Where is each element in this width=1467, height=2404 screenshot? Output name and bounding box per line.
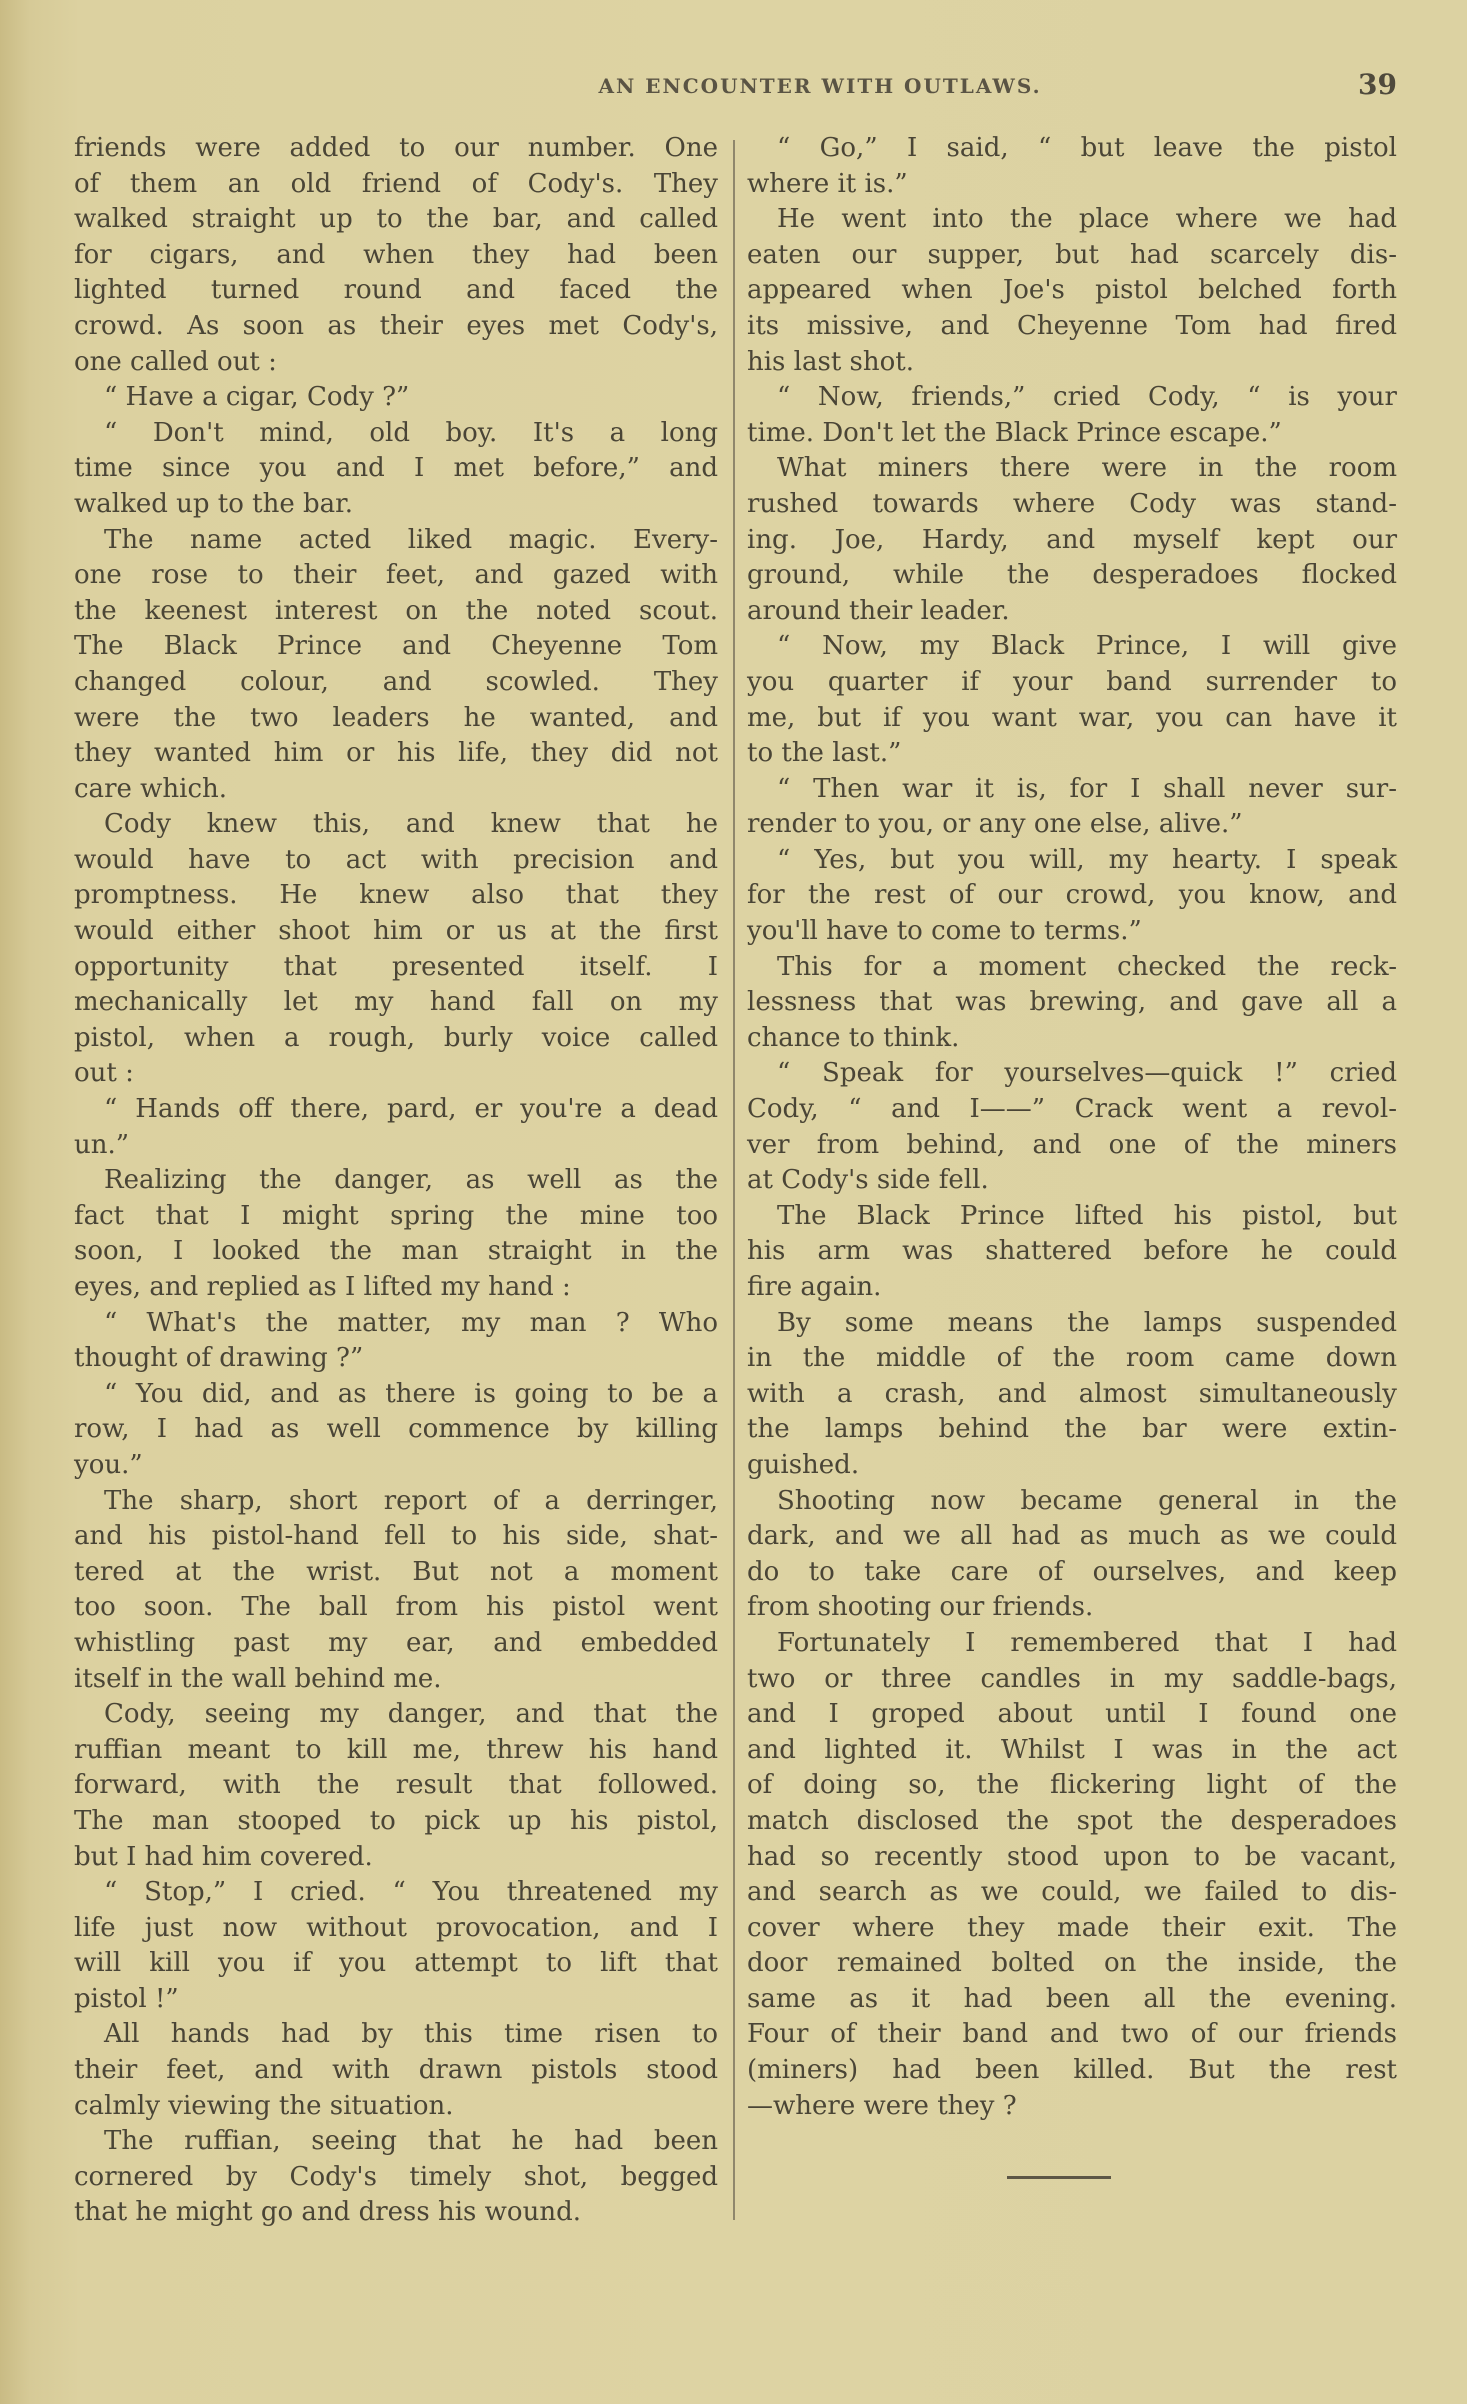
text-line: and I groped about until I found one — [747, 1699, 1397, 1730]
text-line: The sharp, short report of a derringer, — [104, 1485, 718, 1516]
text-line: Four of their band and two of our friends — [747, 2019, 1397, 2050]
paragraph — [747, 1484, 1397, 1626]
text-line: He went into the place where we had — [777, 204, 1397, 235]
text-line: calmly viewing the situation. — [74, 2090, 454, 2121]
section-end-rule — [1007, 2176, 1111, 2179]
text-line: Fortunately I remembered that I had — [777, 1627, 1397, 1658]
paragraph — [74, 416, 718, 523]
paragraph — [747, 1056, 1397, 1198]
paragraph — [74, 807, 718, 1092]
text-line: would have to act with precision and — [74, 844, 718, 875]
text-line: time since you and I met before,” and — [74, 453, 718, 484]
text-line: (miners) had been killed. But the rest — [747, 2055, 1397, 2086]
text-line: friends were added to our number. One — [74, 133, 718, 163]
text-line: soon, I looked the man straight in the — [74, 1236, 718, 1267]
text-line: The man stooped to pick up his pistol, — [74, 1805, 718, 1836]
text-line: to the last.” — [747, 738, 902, 769]
paragraph — [747, 131, 1397, 202]
text-line: do to take care of ourselves, and keep — [747, 1556, 1397, 1587]
text-line: his last shot. — [747, 346, 914, 377]
text-line: where it is.” — [747, 168, 908, 199]
text-line: from shooting our friends. — [747, 1592, 1094, 1623]
text-line: un.” — [74, 1129, 130, 1160]
text-line: for cigars, and when they had been — [74, 239, 718, 270]
text-line: “ What's the matter, my man ? Who — [104, 1307, 718, 1338]
text-line: eaten our supper, but had scarcely dis- — [747, 239, 1397, 270]
text-line: ruffian meant to kill me, threw his hand — [74, 1734, 718, 1765]
paragraph — [747, 451, 1397, 629]
paragraph — [74, 1092, 718, 1163]
text-line: one rose to their feet, and gazed with — [74, 560, 718, 591]
paragraph — [74, 131, 718, 380]
text-line: Cody, “ and I——” Crack went a revol- — [747, 1094, 1397, 1125]
paragraph — [74, 1306, 718, 1377]
text-line: that he might go and dress his wound. — [74, 2197, 581, 2228]
text-line: lessness that was brewing, and gave all a — [747, 987, 1397, 1018]
text-line: rushed towards where Cody was stand- — [747, 488, 1397, 519]
text-line: promptness. He knew also that they — [74, 880, 718, 911]
text-line: Realizing the danger, as well as the — [104, 1165, 718, 1196]
paragraph — [74, 2017, 718, 2124]
text-line: The ruffian, seeing that he had been — [104, 2126, 718, 2157]
text-line: one called out : — [74, 346, 277, 377]
text-line: “ Have a cigar, Cody ?” — [104, 382, 410, 413]
text-line: too soon. The ball from his pistol went — [74, 1592, 718, 1623]
text-line: life just now without provocation, and I — [74, 1912, 718, 1943]
text-line: but I had him covered. — [74, 1841, 373, 1872]
text-line: cover where they made their exit. The — [747, 1912, 1397, 1943]
paragraph — [747, 202, 1397, 380]
paragraph — [74, 380, 718, 416]
paragraph — [747, 380, 1397, 451]
text-line: By some means the lamps suspended — [777, 1307, 1397, 1338]
paragraph — [747, 1626, 1397, 2124]
text-line: “ Speak for yourselves—quick !” cried — [777, 1058, 1397, 1089]
text-line: render to you, or any one else, alive.” — [747, 809, 1243, 840]
text-line: their feet, and with drawn pistols stood — [74, 2055, 718, 2086]
text-line: fact that I might spring the mine too — [74, 1200, 718, 1231]
text-line: door remained bolted on the inside, the — [747, 1948, 1397, 1979]
text-line: cornered by Cody's timely shot, begged — [74, 2161, 718, 2192]
page-number: 39 — [1358, 68, 1397, 101]
text-line: time. Don't let the Black Prince escape.” — [747, 417, 1282, 448]
text-line: row, I had as well commence by killing — [74, 1414, 718, 1445]
text-line: “ Stop,” I cried. “ You threatened my — [104, 1877, 718, 1908]
text-line: ground, while the desperadoes flocked — [747, 560, 1397, 591]
text-line: chance to think. — [747, 1022, 960, 1053]
text-line: ver from behind, and one of the miners — [747, 1129, 1397, 1160]
paragraph — [747, 950, 1397, 1057]
text-line: same as it had been all the evening. — [747, 1983, 1397, 2014]
text-line: and search as we could, we failed to dis- — [747, 1877, 1397, 1908]
text-line: and his pistol-hand fell to his side, shat- — [74, 1521, 718, 1552]
text-line: at Cody's side fell. — [747, 1165, 989, 1196]
text-line: and lighted it. Whilst I was in the act — [747, 1734, 1397, 1765]
paragraph — [74, 1875, 718, 2017]
text-line: the lamps behind the bar were extin- — [747, 1414, 1397, 1445]
left-column — [74, 131, 718, 2231]
running-header — [0, 68, 1467, 108]
text-line: The Black Prince and Cheyenne Tom — [74, 631, 718, 662]
text-line: What miners there were in the room — [777, 453, 1397, 484]
text-line: “ Yes, but you will, my hearty. I speak — [777, 844, 1397, 875]
text-line: of doing so, the flickering light of the — [747, 1770, 1397, 1801]
text-line: guished. — [747, 1449, 860, 1480]
text-line: “ Don't mind, old boy. It's a long — [104, 417, 718, 448]
text-line: “ Then war it is, for I shall never sur- — [777, 773, 1397, 804]
text-line: “ Now, friends,” cried Cody, “ is your — [777, 382, 1397, 413]
text-line: “ Hands off there, pard, er you're a dead — [104, 1094, 718, 1125]
text-line: changed colour, and scowled. They — [74, 666, 718, 697]
text-line: his arm was shattered before he could — [747, 1236, 1397, 1267]
text-line: of them an old friend of Cody's. They — [74, 168, 718, 199]
text-line: had so recently stood upon to be vacant, — [747, 1841, 1397, 1872]
paragraph — [747, 1199, 1397, 1306]
paragraph — [747, 772, 1397, 843]
paragraph — [74, 1697, 718, 1875]
paragraph — [74, 1163, 718, 1305]
text-line: ing. Joe, Hardy, and myself kept our — [747, 524, 1397, 555]
text-line: for the rest of our crowd, you know, and — [747, 880, 1397, 911]
text-line: itself in the wall behind me. — [74, 1663, 442, 1694]
text-line: you quarter if your band surrender to — [747, 666, 1397, 697]
text-line: you.” — [74, 1449, 143, 1480]
text-line: “ Go,” I said, “ but leave the pistol — [777, 133, 1397, 163]
text-line: crowd. As soon as their eyes met Cody's, — [74, 310, 718, 341]
paragraph — [74, 1377, 718, 1484]
text-line: will kill you if you attempt to lift that — [74, 1948, 718, 1979]
text-line: “ You did, and as there is going to be a — [104, 1378, 718, 1409]
text-line: would either shoot him or us at the first — [74, 916, 718, 947]
paragraph — [74, 523, 718, 808]
text-line: Cody, seeing my danger, and that the — [104, 1699, 718, 1730]
text-line: in the middle of the room came down — [747, 1343, 1397, 1374]
text-line: dark, and we all had as much as we could — [747, 1521, 1397, 1552]
text-line: lighted turned round and faced the — [74, 275, 718, 306]
text-line: the keenest interest on the noted scout. — [74, 595, 718, 626]
text-line: tered at the wrist. But not a moment — [74, 1556, 718, 1587]
text-line: out : — [74, 1058, 134, 1089]
text-line: were the two leaders he wanted, and — [74, 702, 718, 733]
text-line: me, but if you want war, you can have it — [747, 702, 1397, 733]
text-line: whistling past my ear, and embedded — [74, 1627, 718, 1658]
text-line: “ Now, my Black Prince, I will give — [777, 631, 1397, 662]
text-line: This for a moment checked the reck- — [777, 951, 1397, 982]
paragraph — [747, 1306, 1397, 1484]
text-line: they wanted him or his life, they did not — [74, 738, 718, 769]
text-line: fire again. — [747, 1272, 882, 1302]
text-line: its missive, and Cheyenne Tom had fired — [747, 310, 1397, 341]
text-line: care which. — [74, 773, 228, 804]
running-title: AN ENCOUNTER WITH OUTLAWS. — [598, 74, 1042, 98]
text-line: The Black Prince lifted his pistol, but — [777, 1200, 1397, 1231]
right-column — [747, 131, 1397, 2124]
text-line: match disclosed the spot the desperadoes — [747, 1805, 1397, 1836]
text-line: walked straight up to the bar, and called — [74, 204, 718, 235]
text-line: opportunity that presented itself. I — [74, 951, 718, 982]
text-line: eyes, and replied as I lifted my hand : — [74, 1272, 571, 1302]
text-line: around their leader. — [747, 595, 1010, 626]
text-line: Cody knew this, and knew that he — [104, 809, 718, 840]
paragraph — [74, 1484, 718, 1698]
text-line: —where were they ? — [747, 2090, 1017, 2121]
text-line: with a crash, and almost simultaneously — [747, 1378, 1397, 1409]
text-line: mechanically let my hand fall on my — [74, 987, 718, 1018]
text-line: you'll have to come to terms.” — [747, 916, 1142, 947]
paragraph — [747, 629, 1397, 771]
text-line: Shooting now became general in the — [777, 1485, 1397, 1516]
text-line: two or three candles in my saddle-bags, — [747, 1663, 1397, 1694]
text-line: pistol, when a rough, burly voice called — [74, 1022, 718, 1053]
text-line: forward, with the result that followed. — [74, 1770, 718, 1801]
column-divider — [733, 140, 735, 2220]
text-line: thought of drawing ?” — [74, 1343, 364, 1374]
paragraph — [747, 843, 1397, 950]
text-line: pistol !” — [74, 1983, 179, 2014]
text-line: The name acted liked magic. Every- — [104, 524, 718, 555]
text-line: All hands had by this time risen to — [104, 2019, 718, 2050]
text-line: appeared when Joe's pistol belched forth — [747, 275, 1397, 306]
text-line: walked up to the bar. — [74, 488, 353, 519]
paragraph — [74, 2124, 718, 2231]
